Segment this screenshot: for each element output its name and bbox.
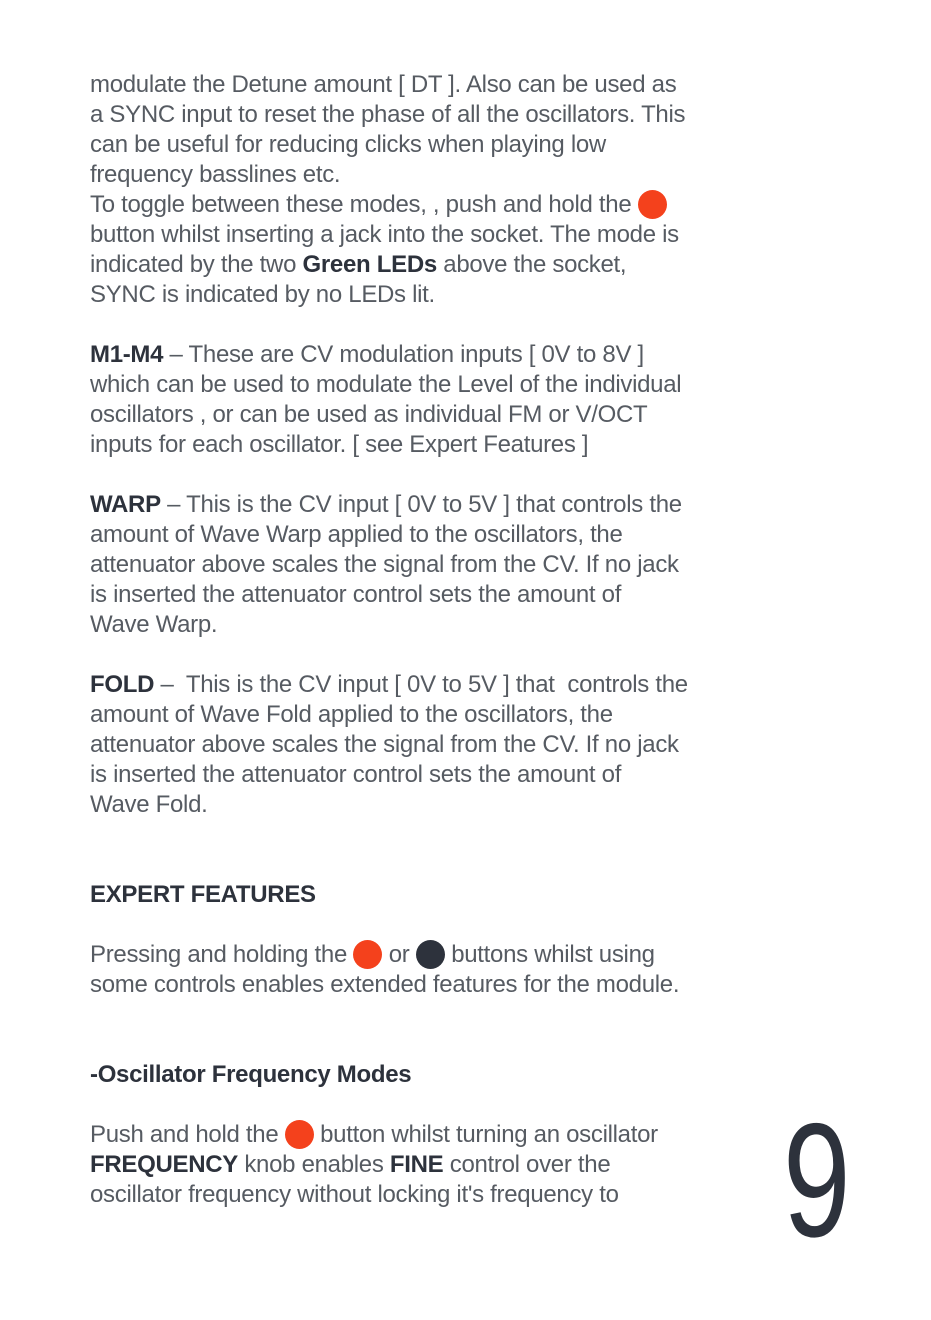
red-button-icon — [353, 940, 382, 969]
body-text: control over the — [443, 1151, 611, 1178]
body-text: SYNC is indicated by no LEDs lit. — [90, 281, 435, 308]
paragraph-warp — [90, 490, 790, 640]
page-content — [90, 70, 790, 1240]
body-text: Push and hold the — [90, 1121, 285, 1148]
text-line — [90, 160, 790, 190]
text-line — [90, 130, 790, 160]
text-line — [90, 940, 790, 970]
body-text: button whilst turning an oscillator — [313, 1121, 658, 1148]
paragraph-frequency-fine — [90, 1120, 790, 1210]
body-text: knob enables — [237, 1151, 390, 1178]
text-line — [90, 610, 790, 640]
text-line — [90, 520, 790, 550]
text-line — [90, 1180, 790, 1210]
body-text: button whilst inserting a jack into the socket. The mode is — [90, 221, 679, 248]
body-text: is inserted the attenuator control sets the amount of — [90, 761, 622, 788]
body-text: modulate the Detune amount [ DT ]. Also can be used as — [90, 71, 677, 98]
paragraph-m1-m4 — [90, 340, 790, 460]
bold-text: FREQUENCY — [90, 1151, 238, 1178]
red-button-icon — [638, 190, 667, 219]
text-line — [90, 970, 790, 1000]
body-text: can be useful for reducing clicks when playing low — [90, 131, 606, 158]
text-line — [90, 790, 790, 820]
body-text: inputs for each oscillator. [ see Expert Features ] — [90, 431, 589, 458]
text-line — [90, 100, 790, 130]
page-number: 9 — [783, 1090, 851, 1271]
paragraph-expert-intro — [90, 940, 790, 1000]
text-line — [90, 550, 790, 580]
text-line — [90, 730, 790, 760]
heading-oscillator-frequency-modes — [90, 1060, 790, 1090]
text-line — [90, 490, 790, 520]
text-line — [90, 1150, 790, 1180]
paragraph-fold — [90, 670, 790, 820]
bold-text: EXPERT FEATURES — [90, 881, 316, 908]
body-text: – These are CV modulation inputs [ 0V to 8V ] — [163, 341, 644, 368]
body-text: – This is the CV input [ 0V to 5V ] that controls the — [160, 491, 682, 518]
text-line — [90, 370, 790, 400]
heading-text — [90, 1060, 790, 1090]
body-text: Wave Warp. — [90, 611, 218, 638]
body-text: attenuator above scales the signal from the CV. If no jack — [90, 551, 679, 578]
text-line — [90, 430, 790, 460]
body-text: or — [382, 941, 416, 968]
body-text: amount of Wave Warp applied to the oscillators, the — [90, 521, 623, 548]
body-text: a SYNC input to reset the phase of all the oscillators. This — [90, 101, 686, 128]
bold-text: FOLD — [90, 671, 155, 698]
text-line — [90, 700, 790, 730]
body-text: above the socket, — [436, 251, 627, 278]
text-line — [90, 760, 790, 790]
text-line — [90, 250, 790, 280]
body-text: some controls enables extended features for the module. — [90, 971, 680, 998]
bold-text: -Oscillator Frequency Modes — [90, 1061, 412, 1088]
body-text: indicated by the two — [90, 251, 303, 278]
paragraph-dt-sync — [90, 70, 790, 310]
text-line — [90, 70, 790, 100]
bold-text: WARP — [90, 491, 161, 518]
body-text: attenuator above scales the signal from the CV. If no jack — [90, 731, 679, 758]
body-text: Pressing and holding the — [90, 941, 354, 968]
bold-text: Green LEDs — [302, 251, 437, 278]
body-text: is inserted the attenuator control sets the amount of — [90, 581, 622, 608]
body-text: which can be used to modulate the Level of the individual — [90, 371, 682, 398]
text-line — [90, 280, 790, 310]
dark-button-icon — [416, 940, 445, 969]
bold-text: FINE — [389, 1151, 444, 1178]
body-text: oscillators , or can be used as individual FM or V/OCT — [90, 401, 648, 428]
text-line — [90, 340, 790, 370]
text-line — [90, 670, 790, 700]
red-button-icon — [285, 1120, 314, 1149]
body-text: Wave Fold. — [90, 791, 208, 818]
body-text: amount of Wave Fold applied to the oscillators, the — [90, 701, 613, 728]
heading-text — [90, 880, 790, 910]
text-line — [90, 580, 790, 610]
text-line — [90, 400, 790, 430]
text-line — [90, 220, 790, 250]
body-text: oscillator frequency without locking it's frequency to — [90, 1181, 619, 1208]
bold-text: M1-M4 — [90, 341, 164, 368]
text-line — [90, 190, 790, 220]
text-line — [90, 1120, 790, 1150]
heading-expert-features — [90, 880, 790, 910]
body-text: – This is the CV input [ 0V to 5V ] that controls the — [154, 671, 688, 698]
body-text: frequency basslines etc. — [90, 161, 341, 188]
body-text: To toggle between these modes, , push and hold the — [90, 191, 638, 218]
body-text: buttons whilst using — [444, 941, 655, 968]
